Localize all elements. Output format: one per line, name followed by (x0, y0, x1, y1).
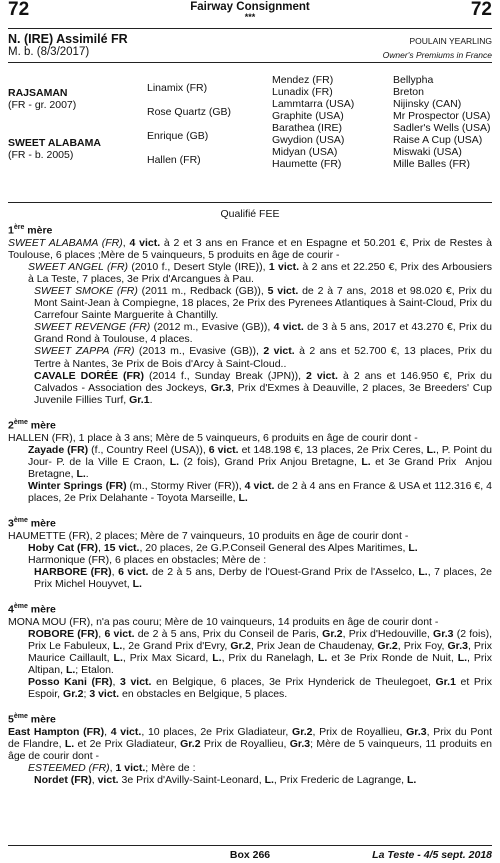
lot-number-left: 72 (8, 0, 30, 20)
record-paragraph: Hoby Cat (FR), 15 vict., 20 places, 2e G.P.Conseil General des Alpes Maritimes, L. (28, 541, 418, 554)
pedigree-gen2-item: Enrique (GB) (147, 130, 209, 142)
sire-detail: (FR - gr. 2007) (8, 99, 77, 111)
pedigree (0, 0, 500, 200)
pedigree-gen4-item: Sadler's Wells (USA) (393, 122, 491, 134)
pedigree-gen3-item: Haumette (FR) (272, 158, 342, 170)
sale-date: La Teste - 4/5 sept. 2018 (372, 849, 492, 861)
pedigree-gen3-item: Lammtarra (USA) (272, 98, 355, 110)
pedigree-gen3-item: Graphite (USA) (272, 110, 344, 122)
family-records (8, 222, 492, 786)
pedigree-gen2-item: Linamix (FR) (147, 82, 208, 94)
pedigree-gen2-item: Hallen (FR) (147, 154, 201, 166)
qualification: Qualifié FEE (220, 208, 280, 220)
sire-name: RAJSAMAN (8, 87, 68, 99)
consignor-title: Fairway Consignment (190, 1, 310, 13)
consignor-stars: *** (244, 12, 256, 22)
dam-name: SWEET ALABAMA (8, 137, 101, 149)
box-number: Box 266 (229, 849, 271, 861)
horse-name: N. (IRE) Assimilé FR (8, 32, 128, 46)
pedigree-gen3-item: Lunadix (FR) (272, 86, 333, 98)
record-paragraph: SWEET ALABAMA (FR), 4 vict. à 2 et 3 ans en France et en Espagne et 50.201 €, Prix de Restes à Toulouse, 6 places ;Mère de 5 vainqueurs, 5 produits en âge de courir - (8, 236, 492, 261)
pedigree-gen4-item: Miswaki (USA) (393, 146, 462, 158)
pedigree-gen4-item: Mille Balles (FR) (393, 158, 471, 170)
pedigree-gen3-item: Gwydion (USA) (272, 134, 345, 146)
record-paragraph: East Hampton (FR), 4 vict., 10 places, 2e Prix Gladiateur, Gr.2, Prix de Royallieu, Gr.3, Prix du Pont de Flandre, L. et 2e Prix Gladiateur, Gr.2 Prix de Royallieu, Gr.3; Mère de 5 vainqueurs, 11 produits en âge de courir dont - (8, 725, 493, 763)
record-paragraph: HALLEN (FR), 1 place à 3 ans; Mère de 5 vainqueurs, 6 produits en âge de courir dont - (8, 431, 418, 444)
record-paragraph: MONA MOU (FR), n'a pas couru; Mère de 10 vainqueurs, 14 produits en âge de courir dont - (8, 615, 439, 628)
pedigree-gen4-item: Bellypha (393, 74, 434, 86)
lot-number-right: 72 (470, 0, 492, 20)
pedigree-gen2-item: Rose Quartz (GB) (147, 106, 232, 118)
section-heading: 4ème mère (8, 603, 56, 616)
section-heading: 2ème mère (8, 418, 56, 432)
record-paragraph: CAVALE DORÉE (FR) (2014 f., Sunday Break (JPN)), 2 vict. à 2 ans et 146.950 €, Prix du Calvados - Association des Jockeys, Gr.3, Prix d'Exmes à Deauville, 2 places, 3e Breeders' Cup Juvenile Fillies Turf, Gr.1. (34, 369, 493, 406)
record-paragraph: Posso Kani (FR), 3 vict. en Belgique, 6 places, 3e Prix Hynderick de Theulegoet, Gr.1 et Prix Espoir, Gr.2; 3 vict. en obstacles en Belgique, 5 places. (28, 676, 492, 701)
record-paragraph: SWEET ZAPPA (FR) (2013 m., Evasive (GB)), 2 vict. à 2 ans et 52.700 €, 13 places, Prix du Tertre à Nantes, 3e Prix de Bois d'Arcy à Saint-Cloud.. (34, 345, 492, 370)
dam-detail: (FR - b. 2005) (8, 149, 74, 161)
pedigree-gen4-item: Mr Prospector (USA) (393, 110, 491, 122)
record-paragraph: HARBORE (FR), 6 vict. de 2 à 5 ans, Derby de l'Ouest-Grand Prix de l'Asselco, L., 7 places, 2e Prix Michel Houyvet, L. (34, 565, 492, 591)
record-paragraph: Zayade (FR) (f., Country Reel (USA)), 6 vict. et 148.198 €, 13 places, 2e Prix Ceres, L., P. Point du Jour- P. de la Ville E Craon, L. (2 fois), Grand Prix Anjou Bretagne, L. et 3e Grand Prix Anjou Bretagne, L.. (28, 443, 493, 480)
pedigree-gen3-item: Midyan (USA) (272, 146, 338, 158)
record-paragraph: ROBORE (FR), 6 vict. de 2 à 5 ans, Prix du Conseil de Paris, Gr.2, Prix d'Hedouville, Gr.3 (2 fois), Prix Le Fabuleux, L., 2e Grand Prix d'Evry, Gr.2, Prix Jean de Chaudenay, Gr.2, Prix Foy, Gr.3, Prix Maurice Caillault, L., Prix Max Sicard, L., Prix du Ranelagh, L. et 3e Prix Ronde de Nuit, L., Prix Altipan, L.; Etalon. (28, 627, 493, 677)
footer-rule (8, 845, 492, 846)
pedigree-gen4-item: Nijinsky (CAN) (393, 98, 462, 110)
pedigree-gen4-item: Raise A Cup (USA) (393, 134, 483, 146)
pedigree-gen3-item: Barathea (IRE) (272, 122, 343, 134)
section-heading: 1ère mère (8, 224, 53, 237)
section-heading: 5ème mère (8, 713, 56, 726)
record-paragraph: Nordet (FR), vict. 3e Prix d'Avilly-Saint-Leonard, L., Prix Frederic de Lagrange, L. (34, 774, 417, 787)
record-paragraph: SWEET REVENGE (FR) (2012 m., Evasive (GB)), 4 vict. de 3 à 5 ans, 2017 et 43.270 €, Prix du Grand Rond à Toulouse, 4 places. (34, 321, 492, 346)
record-paragraph: SWEET ANGEL (FR) (2010 f., Desert Style (IRE)), 1 vict. à 2 ans et 22.250 €, Prix des Arbousiers à La Teste, 7 places, 3e Prix d'Arcangues à Pau. (28, 260, 492, 285)
record-paragraph: ESTEEMED (FR), 1 vict.; Mère de : (28, 762, 196, 775)
record-paragraph: HAUMETTE (FR), 2 places; Mère de 7 vainqueurs, 10 produits en âge de courir dont - (8, 529, 409, 542)
pedigree-gen3-item: Mendez (FR) (272, 74, 334, 86)
horse-description: M. b. (8/3/2017) (8, 46, 90, 58)
pedigree-rule (8, 202, 492, 203)
record-paragraph: SWEET SMOKE (FR) (2011 m., Redback (GB)), 5 vict. de 2 à 7 ans, 2018 et 98.020 €, Prix du Mont Saint-Jean à Compiegne, 18 places, 2e Prix des Pyrenees Atlantiques à Saint-Cloud, Prix du Carrefour Sainte Marguerite à Chantilly. (34, 284, 492, 322)
premium-note: Owner's Premiums in France (382, 50, 492, 60)
section-heading: 3ème mère (8, 517, 56, 530)
category-label: POULAIN YEARLING (409, 36, 492, 46)
record-paragraph: Harmonique (FR), 6 places en obstacles; Mère de : (28, 553, 267, 566)
pedigree-gen4-item: Breton (393, 86, 424, 98)
record-paragraph: Winter Springs (FR) (m., Stormy River (FR)), 4 vict. de 2 à 4 ans en France & USA et 112.316 €, 4 places, 2e Prix Delahante - Toyota Marseille, L. (28, 479, 492, 504)
